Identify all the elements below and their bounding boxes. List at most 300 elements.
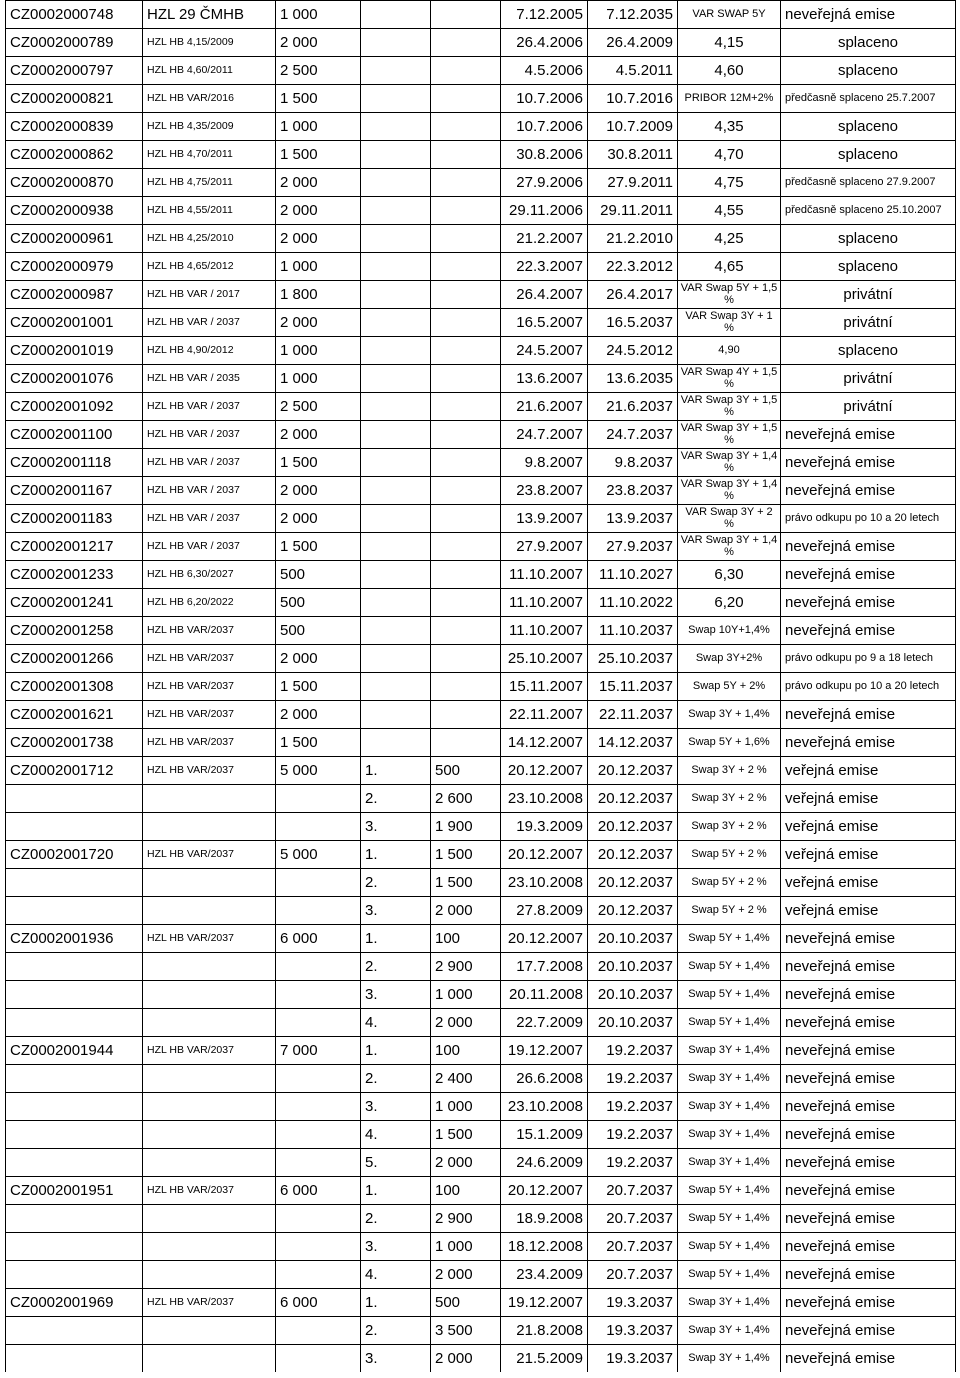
- issue-name-cell: [143, 1121, 276, 1149]
- isin-cell: [6, 1121, 143, 1149]
- isin-cell: [6, 1009, 143, 1037]
- tranche-cell: 2.: [361, 1317, 431, 1345]
- isin-cell: CZ0002000748: [6, 1, 143, 29]
- isin-cell: CZ0002000789: [6, 29, 143, 57]
- status-cell: neveřejná emise: [781, 589, 956, 617]
- coupon-cell: VAR Swap 3Y + 2 %: [678, 505, 781, 533]
- tranche-cell: [361, 57, 431, 85]
- coupon-cell: 4,90: [678, 337, 781, 365]
- volume-cell: 1 000: [276, 1, 361, 29]
- issue-name-cell: HZL HB 6,20/2022: [143, 589, 276, 617]
- coupon-cell: 4,35: [678, 113, 781, 141]
- tranche-cell: 3.: [361, 1093, 431, 1121]
- tranche-amount-cell: 2 000: [431, 1345, 501, 1373]
- issue-date-cell: 18.12.2008: [501, 1233, 588, 1261]
- issue-date-cell: 19.3.2009: [501, 813, 588, 841]
- tranche-amount-cell: [431, 309, 501, 337]
- issue-date-cell: 4.5.2006: [501, 57, 588, 85]
- isin-cell: CZ0002001217: [6, 533, 143, 561]
- table-row: [6, 869, 956, 897]
- coupon-cell: Swap 3Y + 1,4%: [678, 1317, 781, 1345]
- tranche-cell: [361, 141, 431, 169]
- tranche-cell: [361, 645, 431, 673]
- status-cell: veřejná emise: [781, 841, 956, 869]
- table-row: [6, 645, 956, 673]
- issue-date-cell: 18.9.2008: [501, 1205, 588, 1233]
- status-cell: splaceno: [781, 57, 956, 85]
- issue-name-cell: HZL HB 4,15/2009: [143, 29, 276, 57]
- maturity-date-cell: 20.12.2037: [588, 785, 678, 813]
- status-cell: neveřejná emise: [781, 981, 956, 1009]
- volume-cell: 1 800: [276, 281, 361, 309]
- issue-name-cell: HZL HB VAR/2037: [143, 1037, 276, 1065]
- tranche-cell: 3.: [361, 1233, 431, 1261]
- issue-name-cell: HZL HB VAR/2037: [143, 1177, 276, 1205]
- tranche-amount-cell: [431, 449, 501, 477]
- tranche-cell: [361, 617, 431, 645]
- issue-name-cell: HZL HB 4,90/2012: [143, 337, 276, 365]
- maturity-date-cell: 20.12.2037: [588, 869, 678, 897]
- issue-date-cell: 20.12.2007: [501, 757, 588, 785]
- issue-date-cell: 16.5.2007: [501, 309, 588, 337]
- tranche-cell: [361, 85, 431, 113]
- tranche-amount-cell: [431, 169, 501, 197]
- issue-date-cell: 22.11.2007: [501, 701, 588, 729]
- coupon-cell: 4,15: [678, 29, 781, 57]
- status-cell: neveřejná emise: [781, 1, 956, 29]
- tranche-cell: 3.: [361, 813, 431, 841]
- tranche-cell: 4.: [361, 1009, 431, 1037]
- coupon-cell: Swap 3Y + 1,4%: [678, 1037, 781, 1065]
- volume-cell: 5 000: [276, 841, 361, 869]
- status-cell: neveřejná emise: [781, 1065, 956, 1093]
- status-cell: neveřejná emise: [781, 1149, 956, 1177]
- tranche-amount-cell: [431, 393, 501, 421]
- coupon-cell: 4,65: [678, 253, 781, 281]
- volume-cell: 2 000: [276, 29, 361, 57]
- tranche-cell: 2.: [361, 1065, 431, 1093]
- tranche-amount-cell: [431, 141, 501, 169]
- volume-cell: [276, 785, 361, 813]
- issue-name-cell: HZL HB VAR / 2037: [143, 533, 276, 561]
- isin-cell: CZ0002001944: [6, 1037, 143, 1065]
- tranche-amount-cell: 500: [431, 1289, 501, 1317]
- status-cell: neveřejná emise: [781, 1317, 956, 1345]
- table-row: [6, 113, 956, 141]
- maturity-date-cell: 20.10.2037: [588, 1009, 678, 1037]
- coupon-cell: 4,25: [678, 225, 781, 253]
- tranche-amount-cell: [431, 533, 501, 561]
- maturity-date-cell: 19.2.2037: [588, 1121, 678, 1149]
- maturity-date-cell: 7.12.2035: [588, 1, 678, 29]
- issue-date-cell: 21.5.2009: [501, 1345, 588, 1373]
- volume-cell: [276, 897, 361, 925]
- isin-cell: [6, 1233, 143, 1261]
- table-row: [6, 1233, 956, 1261]
- coupon-cell: VAR Swap 3Y + 1,4 %: [678, 477, 781, 505]
- volume-cell: 500: [276, 589, 361, 617]
- tranche-amount-cell: 2 000: [431, 1009, 501, 1037]
- table-row: [6, 1009, 956, 1037]
- tranche-cell: 3.: [361, 1345, 431, 1373]
- coupon-cell: Swap 5Y + 2 %: [678, 869, 781, 897]
- table-row: [6, 757, 956, 785]
- coupon-cell: Swap 5Y + 1,4%: [678, 1177, 781, 1205]
- volume-cell: 2 000: [276, 645, 361, 673]
- tranche-amount-cell: 1 500: [431, 841, 501, 869]
- coupon-cell: Swap 3Y + 2 %: [678, 757, 781, 785]
- isin-cell: [6, 813, 143, 841]
- table-row: [6, 729, 956, 757]
- issue-date-cell: 26.4.2006: [501, 29, 588, 57]
- isin-cell: CZ0002001738: [6, 729, 143, 757]
- issue-date-cell: 9.8.2007: [501, 449, 588, 477]
- tranche-cell: [361, 365, 431, 393]
- coupon-cell: Swap 5Y + 1,4%: [678, 1233, 781, 1261]
- issue-date-cell: 11.10.2007: [501, 589, 588, 617]
- issue-name-cell: [143, 1093, 276, 1121]
- issue-date-cell: 7.12.2005: [501, 1, 588, 29]
- coupon-cell: Swap 5Y + 2 %: [678, 897, 781, 925]
- maturity-date-cell: 11.10.2027: [588, 561, 678, 589]
- isin-cell: CZ0002000938: [6, 197, 143, 225]
- table-row: [6, 785, 956, 813]
- tranche-cell: 1.: [361, 841, 431, 869]
- volume-cell: 2 000: [276, 477, 361, 505]
- volume-cell: [276, 1009, 361, 1037]
- status-cell: neveřejná emise: [781, 477, 956, 505]
- issue-date-cell: 22.3.2007: [501, 253, 588, 281]
- status-cell: neveřejná emise: [781, 449, 956, 477]
- status-cell: veřejná emise: [781, 813, 956, 841]
- isin-cell: CZ0002001118: [6, 449, 143, 477]
- issue-name-cell: HZL HB 4,65/2012: [143, 253, 276, 281]
- tranche-cell: [361, 449, 431, 477]
- table-row: [6, 1149, 956, 1177]
- maturity-date-cell: 19.3.2037: [588, 1345, 678, 1373]
- tranche-cell: 2.: [361, 785, 431, 813]
- table-row: [6, 1289, 956, 1317]
- issue-date-cell: 19.12.2007: [501, 1289, 588, 1317]
- tranche-amount-cell: [431, 281, 501, 309]
- isin-cell: CZ0002001266: [6, 645, 143, 673]
- issue-name-cell: HZL HB 4,25/2010: [143, 225, 276, 253]
- coupon-cell: PRIBOR 12M+2%: [678, 85, 781, 113]
- maturity-date-cell: 29.11.2011: [588, 197, 678, 225]
- isin-cell: CZ0002000797: [6, 57, 143, 85]
- volume-cell: 1 500: [276, 449, 361, 477]
- table-row: [6, 309, 956, 337]
- isin-cell: CZ0002001167: [6, 477, 143, 505]
- table-row: [6, 561, 956, 589]
- table-row: [6, 533, 956, 561]
- isin-cell: CZ0002001720: [6, 841, 143, 869]
- volume-cell: 6 000: [276, 925, 361, 953]
- maturity-date-cell: 25.10.2037: [588, 645, 678, 673]
- tranche-cell: 2.: [361, 869, 431, 897]
- isin-cell: CZ0002000839: [6, 113, 143, 141]
- coupon-cell: Swap 3Y + 1,4%: [678, 1093, 781, 1121]
- maturity-date-cell: 20.10.2037: [588, 953, 678, 981]
- coupon-cell: Swap 5Y + 1,6%: [678, 729, 781, 757]
- issue-date-cell: 13.6.2007: [501, 365, 588, 393]
- table-row: [6, 365, 956, 393]
- status-cell: veřejná emise: [781, 785, 956, 813]
- tranche-cell: [361, 309, 431, 337]
- issue-name-cell: HZL HB VAR/2037: [143, 729, 276, 757]
- tranche-amount-cell: 2 000: [431, 1261, 501, 1289]
- issue-date-cell: 10.7.2006: [501, 113, 588, 141]
- volume-cell: 7 000: [276, 1037, 361, 1065]
- volume-cell: [276, 869, 361, 897]
- maturity-date-cell: 26.4.2009: [588, 29, 678, 57]
- maturity-date-cell: 20.7.2037: [588, 1205, 678, 1233]
- status-cell: předčasně splaceno 25.7.2007: [781, 85, 956, 113]
- maturity-date-cell: 20.12.2037: [588, 897, 678, 925]
- maturity-date-cell: 19.2.2037: [588, 1065, 678, 1093]
- issue-name-cell: [143, 1065, 276, 1093]
- table-row: [6, 225, 956, 253]
- tranche-cell: 3.: [361, 897, 431, 925]
- issue-name-cell: [143, 1009, 276, 1037]
- maturity-date-cell: 15.11.2037: [588, 673, 678, 701]
- status-cell: neveřejná emise: [781, 1233, 956, 1261]
- isin-cell: CZ0002000821: [6, 85, 143, 113]
- issue-date-cell: 23.4.2009: [501, 1261, 588, 1289]
- table-row: [6, 197, 956, 225]
- coupon-cell: 4,70: [678, 141, 781, 169]
- isin-cell: [6, 1317, 143, 1345]
- coupon-cell: Swap 3Y + 1,4%: [678, 701, 781, 729]
- table-row: [6, 169, 956, 197]
- tranche-amount-cell: [431, 197, 501, 225]
- volume-cell: 1 000: [276, 337, 361, 365]
- isin-cell: [6, 953, 143, 981]
- table-row: [6, 1037, 956, 1065]
- isin-cell: [6, 1149, 143, 1177]
- tranche-cell: [361, 1, 431, 29]
- tranche-amount-cell: [431, 365, 501, 393]
- issue-date-cell: 25.10.2007: [501, 645, 588, 673]
- tranche-cell: [361, 393, 431, 421]
- maturity-date-cell: 19.3.2037: [588, 1317, 678, 1345]
- coupon-cell: Swap 3Y + 1,4%: [678, 1121, 781, 1149]
- isin-cell: CZ0002001621: [6, 701, 143, 729]
- isin-cell: CZ0002001712: [6, 757, 143, 785]
- volume-cell: 6 000: [276, 1177, 361, 1205]
- table-row: [6, 1121, 956, 1149]
- volume-cell: 1 000: [276, 365, 361, 393]
- issue-name-cell: [143, 1233, 276, 1261]
- volume-cell: [276, 1149, 361, 1177]
- isin-cell: CZ0002001001: [6, 309, 143, 337]
- status-cell: splaceno: [781, 337, 956, 365]
- maturity-date-cell: 4.5.2011: [588, 57, 678, 85]
- tranche-amount-cell: [431, 505, 501, 533]
- coupon-cell: Swap 3Y + 1,4%: [678, 1149, 781, 1177]
- table-row: [6, 1177, 956, 1205]
- coupon-cell: Swap 3Y + 2 %: [678, 785, 781, 813]
- maturity-date-cell: 24.7.2037: [588, 421, 678, 449]
- coupon-cell: Swap 3Y + 1,4%: [678, 1065, 781, 1093]
- issue-name-cell: [143, 869, 276, 897]
- tranche-amount-cell: 2 600: [431, 785, 501, 813]
- maturity-date-cell: 22.3.2012: [588, 253, 678, 281]
- volume-cell: [276, 953, 361, 981]
- tranche-cell: [361, 281, 431, 309]
- bond-issues-table: [5, 0, 956, 1372]
- isin-cell: CZ0002001100: [6, 421, 143, 449]
- volume-cell: 2 500: [276, 393, 361, 421]
- issue-name-cell: [143, 1149, 276, 1177]
- status-cell: neveřejná emise: [781, 533, 956, 561]
- coupon-cell: Swap 3Y + 1,4%: [678, 1345, 781, 1373]
- volume-cell: 2 000: [276, 505, 361, 533]
- issue-name-cell: HZL HB VAR/2037: [143, 841, 276, 869]
- tranche-amount-cell: [431, 617, 501, 645]
- status-cell: neveřejná emise: [781, 925, 956, 953]
- coupon-cell: Swap 5Y + 1,4%: [678, 1205, 781, 1233]
- maturity-date-cell: 19.2.2037: [588, 1037, 678, 1065]
- status-cell: privátní: [781, 393, 956, 421]
- issue-date-cell: 13.9.2007: [501, 505, 588, 533]
- tranche-cell: 1.: [361, 1289, 431, 1317]
- coupon-cell: VAR Swap 4Y + 1,5 %: [678, 365, 781, 393]
- table-row: [6, 701, 956, 729]
- status-cell: neveřejná emise: [781, 1037, 956, 1065]
- tranche-cell: [361, 225, 431, 253]
- isin-cell: [6, 1205, 143, 1233]
- tranche-amount-cell: 1 500: [431, 869, 501, 897]
- table-row: [6, 505, 956, 533]
- tranche-cell: 5.: [361, 1149, 431, 1177]
- status-cell: splaceno: [781, 113, 956, 141]
- issue-date-cell: 14.12.2007: [501, 729, 588, 757]
- table-row: [6, 589, 956, 617]
- coupon-cell: Swap 5Y + 2%: [678, 673, 781, 701]
- volume-cell: [276, 1233, 361, 1261]
- issue-date-cell: 22.7.2009: [501, 1009, 588, 1037]
- status-cell: neveřejná emise: [781, 421, 956, 449]
- issue-name-cell: [143, 953, 276, 981]
- tranche-amount-cell: 2 900: [431, 953, 501, 981]
- tranche-amount-cell: 1 000: [431, 1233, 501, 1261]
- table-row: [6, 813, 956, 841]
- table-row: [6, 29, 956, 57]
- issue-name-cell: HZL HB VAR / 2037: [143, 477, 276, 505]
- tranche-cell: 2.: [361, 1205, 431, 1233]
- tranche-cell: [361, 169, 431, 197]
- issue-date-cell: 21.8.2008: [501, 1317, 588, 1345]
- maturity-date-cell: 19.3.2037: [588, 1289, 678, 1317]
- tranche-amount-cell: [431, 113, 501, 141]
- tranche-amount-cell: [431, 561, 501, 589]
- tranche-cell: [361, 589, 431, 617]
- tranche-amount-cell: 2 000: [431, 897, 501, 925]
- tranche-amount-cell: [431, 645, 501, 673]
- isin-cell: CZ0002001092: [6, 393, 143, 421]
- status-cell: veřejná emise: [781, 897, 956, 925]
- status-cell: právo odkupu po 10 a 20 letech: [781, 673, 956, 701]
- tranche-amount-cell: [431, 253, 501, 281]
- status-cell: neveřejná emise: [781, 1205, 956, 1233]
- volume-cell: [276, 1345, 361, 1373]
- volume-cell: 1 000: [276, 253, 361, 281]
- tranche-amount-cell: [431, 57, 501, 85]
- issue-name-cell: HZL HB 4,75/2011: [143, 169, 276, 197]
- maturity-date-cell: 20.7.2037: [588, 1177, 678, 1205]
- issue-name-cell: HZL HB 4,55/2011: [143, 197, 276, 225]
- issue-name-cell: HZL HB 4,60/2011: [143, 57, 276, 85]
- issue-name-cell: [143, 1345, 276, 1373]
- isin-cell: CZ0002000961: [6, 225, 143, 253]
- issue-name-cell: [143, 897, 276, 925]
- status-cell: neveřejná emise: [781, 1093, 956, 1121]
- tranche-cell: [361, 729, 431, 757]
- tranche-cell: [361, 197, 431, 225]
- tranche-cell: 1.: [361, 925, 431, 953]
- status-cell: privátní: [781, 365, 956, 393]
- coupon-cell: VAR Swap 3Y + 1,4 %: [678, 449, 781, 477]
- tranche-cell: [361, 673, 431, 701]
- issue-name-cell: HZL HB VAR / 2035: [143, 365, 276, 393]
- tranche-amount-cell: [431, 29, 501, 57]
- tranche-cell: [361, 337, 431, 365]
- isin-cell: [6, 869, 143, 897]
- issue-date-cell: 23.8.2007: [501, 477, 588, 505]
- volume-cell: [276, 813, 361, 841]
- maturity-date-cell: 20.10.2037: [588, 925, 678, 953]
- volume-cell: 1 000: [276, 113, 361, 141]
- maturity-date-cell: 9.8.2037: [588, 449, 678, 477]
- volume-cell: 2 000: [276, 421, 361, 449]
- issue-date-cell: 21.6.2007: [501, 393, 588, 421]
- maturity-date-cell: 20.7.2037: [588, 1261, 678, 1289]
- tranche-amount-cell: [431, 85, 501, 113]
- status-cell: právo odkupu po 10 a 20 letech: [781, 505, 956, 533]
- coupon-cell: VAR Swap 3Y + 1,5 %: [678, 393, 781, 421]
- coupon-cell: Swap 5Y + 1,4%: [678, 1009, 781, 1037]
- volume-cell: 6 000: [276, 1289, 361, 1317]
- isin-cell: [6, 981, 143, 1009]
- issue-date-cell: 15.1.2009: [501, 1121, 588, 1149]
- isin-cell: CZ0002000870: [6, 169, 143, 197]
- volume-cell: [276, 1317, 361, 1345]
- issue-date-cell: 23.10.2008: [501, 785, 588, 813]
- tranche-amount-cell: [431, 589, 501, 617]
- table-row: [6, 1261, 956, 1289]
- coupon-cell: VAR Swap 3Y + 1,5 %: [678, 421, 781, 449]
- maturity-date-cell: 14.12.2037: [588, 729, 678, 757]
- status-cell: splaceno: [781, 225, 956, 253]
- issue-name-cell: HZL HB VAR / 2017: [143, 281, 276, 309]
- status-cell: neveřejná emise: [781, 953, 956, 981]
- status-cell: neveřejná emise: [781, 729, 956, 757]
- maturity-date-cell: 27.9.2037: [588, 533, 678, 561]
- coupon-cell: 4,55: [678, 197, 781, 225]
- maturity-date-cell: 21.2.2010: [588, 225, 678, 253]
- maturity-date-cell: 11.10.2037: [588, 617, 678, 645]
- issue-date-cell: 30.8.2006: [501, 141, 588, 169]
- table-row: [6, 1, 956, 29]
- tranche-cell: 3.: [361, 981, 431, 1009]
- issue-name-cell: HZL HB VAR / 2037: [143, 505, 276, 533]
- tranche-cell: [361, 505, 431, 533]
- table-row: [6, 953, 956, 981]
- tranche-amount-cell: 100: [431, 1037, 501, 1065]
- isin-cell: CZ0002001936: [6, 925, 143, 953]
- table-body: [6, 1, 956, 1373]
